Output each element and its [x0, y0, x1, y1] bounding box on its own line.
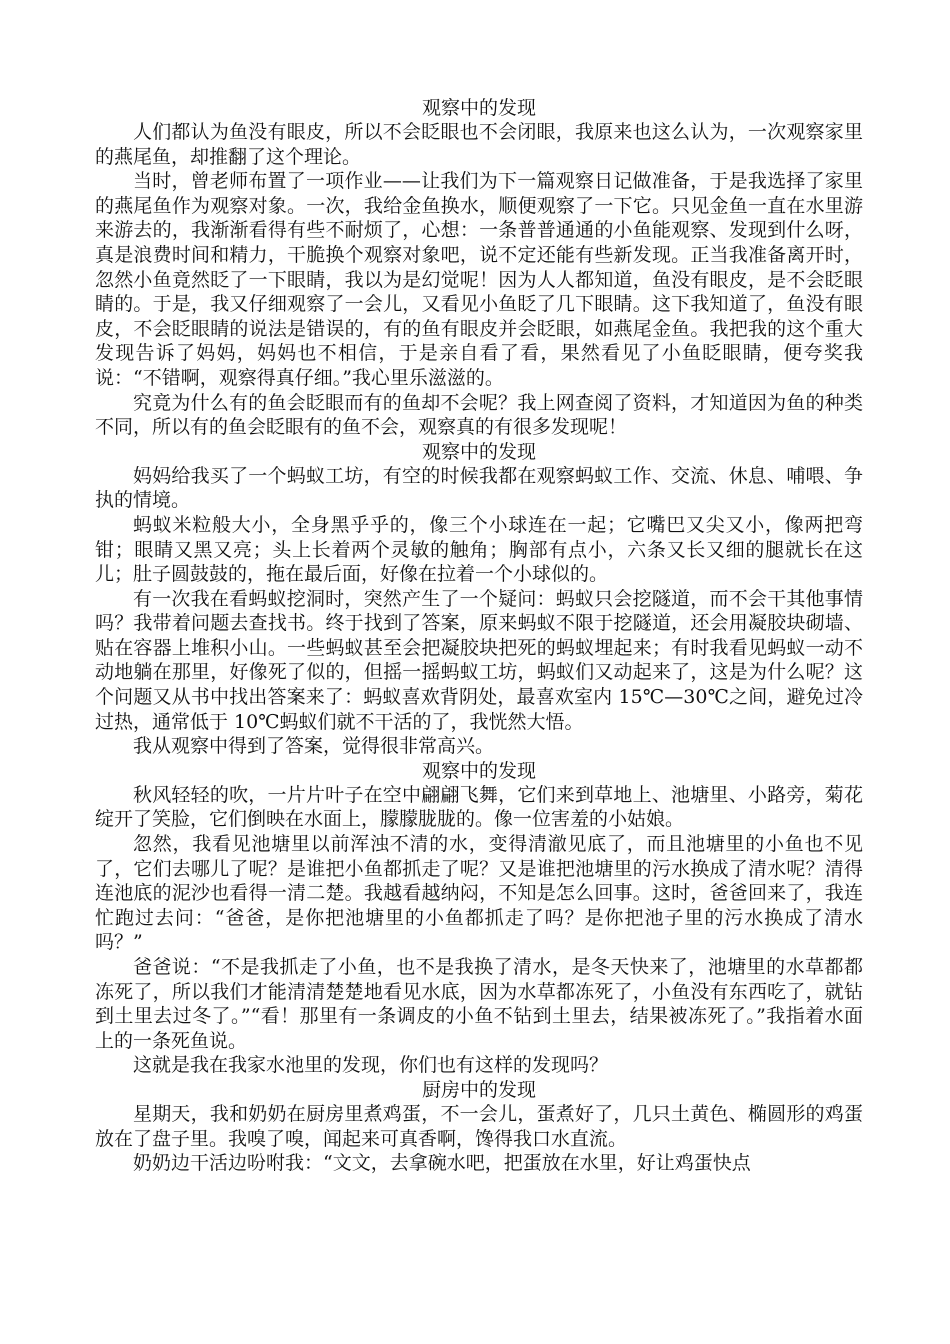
section-title: 观察中的发现 — [421, 440, 536, 463]
essay-section-2 — [95, 440, 863, 759]
essay-section-3 — [95, 759, 863, 1078]
paragraph: 蚂蚁米粒般大小，全身黑乎乎的，像三个小球连在一起；它嘴巴又尖又小，像两把弯钳；眼睛又黑又亮；头上长着两个灵敏的触角；胸部有点小，六条又长又细的腿就长在这儿；肚子圆鼓鼓的，拖在最后面，好像在拉着一个小球似的。 — [95, 513, 863, 586]
paragraph: 星期天，我和奶奶在厨房里煮鸡蛋，不一会儿，蛋煮好了，几只土黄色、椭圆形的鸡蛋放在了盘子里。我嗅了嗅，闻起来可真香啊，馋得我口水直流。 — [95, 1102, 863, 1150]
paragraph: 有一次我在看蚂蚁挖洞时，突然产生了一个疑问：蚂蚁只会挖隧道，而不会干其他事情吗？我带着问题去查找书。终于找到了答案，原来蚂蚁不限于挖隧道，还会用凝胶块砌墙、贴在容器上堆积小山。一些蚂蚁甚至会把凝胶块把死的蚂蚁埋起来；有时我看见蚂蚁一动不动地躺在那里，好像死了似的，但摇一摇蚂蚁工坊，蚂蚁们又动起来了，这是为什么呢？这个问题又从书中找出答案来了：蚂蚁喜欢背阴处，最喜欢室内 15℃—30℃之间，避免过冷过热，通常低于 10℃蚂蚁们就不干活的了，我恍然大悟。 — [95, 587, 863, 733]
paragraph: 当时，曾老师布置了一项作业——让我们为下一篇观察日记做准备，于是我选择了家里的燕尾鱼作为观察对象。一次，我给金鱼换水，顺便观察了一下它。只见金鱼一直在水里游来游去的，我渐渐看得有些不耐烦了，心想：一条普普通通的小鱼能观察、发现到什么呀，真是浪费时间和精力，干脆换个观察对象吧，说不定还能有些新发现。正当我准备离开时，忽然小鱼竟然眨了一下眼睛，我以为是幻觉呢！因为人人都知道，鱼没有眼皮，是不会眨眼睛的。于是，我又仔细观察了一会儿，又看见小鱼眨了几下眼睛。这下我知道了，鱼没有眼皮，不会眨眼睛的说法是错误的，有的鱼有眼皮并会眨眼，如燕尾金鱼。我把我的这个重大发现告诉了妈妈，妈妈也不相信，于是亲自看了看，果然看见了小鱼眨眼睛，便夸奖我说：“不错啊，观察得真仔细。”我心里乐滋滋的。 — [95, 170, 863, 389]
essay-section-1 — [95, 96, 863, 440]
section-title: 观察中的发现 — [421, 759, 536, 782]
paragraph: 忽然，我看见池塘里以前浑浊不清的水，变得清澈见底了，而且池塘里的小鱼也不见了，它们去哪儿了呢？是谁把小鱼都抓走了呢？又是谁把池塘里的污水换成了清水呢？清得连池底的泥沙也看得一清二楚。我越看越纳闷，不知是怎么回事。这时，爸爸回来了，我连忙跑过去问：“爸爸，是你把池塘里的小鱼都抓走了吗？是你把池子里的污水换成了清水吗？” — [95, 833, 863, 954]
document-page — [95, 96, 863, 1176]
section-title: 观察中的发现 — [421, 97, 536, 119]
paragraph: 秋风轻轻的吹，一片片叶子在空中翩翩飞舞，它们来到草地上、池塘里、小路旁，菊花绽开了笑脸，它们倒映在水面上，朦朦胧胧的。像一位害羞的小姑娘。 — [95, 783, 863, 831]
section-title: 厨房中的发现 — [421, 1078, 536, 1101]
paragraph: 奶奶边干活边吩咐我：“文文，去拿碗水吧，把蛋放在水里，好让鸡蛋快点 — [133, 1152, 751, 1175]
paragraph: 这就是我在我家水池里的发现，你们也有这样的发现吗？ — [133, 1054, 609, 1077]
paragraph: 究竟为什么有的鱼会眨眼而有的鱼却不会呢？我上网查阅了资料，才知道因为鱼的种类不同，所以有的鱼会眨眼有的鱼不会，观察真的有很多发现呢！ — [95, 391, 863, 439]
paragraph: 我从观察中得到了答案，觉得很非常高兴。 — [133, 735, 495, 758]
paragraph: 爸爸说：“不是我抓走了小鱼，也不是我换了清水，是冬天快来了，池塘里的水草都都冻死了，所以我们才能清清楚楚地看见水底，因为水草都冻死了，小鱼没有东西吃了，就钻到土里去过冬了。”“看！那里有一条调皮的小鱼不钻到土里去，结果被冻死了。”我指着水面上的一条死鱼说。 — [95, 956, 863, 1052]
paragraph: 人们都认为鱼没有眼皮，所以不会眨眼也不会闭眼，我原来也这么认为，一次观察家里的燕尾鱼，却推翻了这个理论。 — [95, 121, 863, 168]
essay-section-4 — [95, 1078, 863, 1176]
paragraph: 妈妈给我买了一个蚂蚁工坊，有空的时候我都在观察蚂蚁工作、交流、休息、哺喂、争执的情境。 — [95, 464, 863, 512]
